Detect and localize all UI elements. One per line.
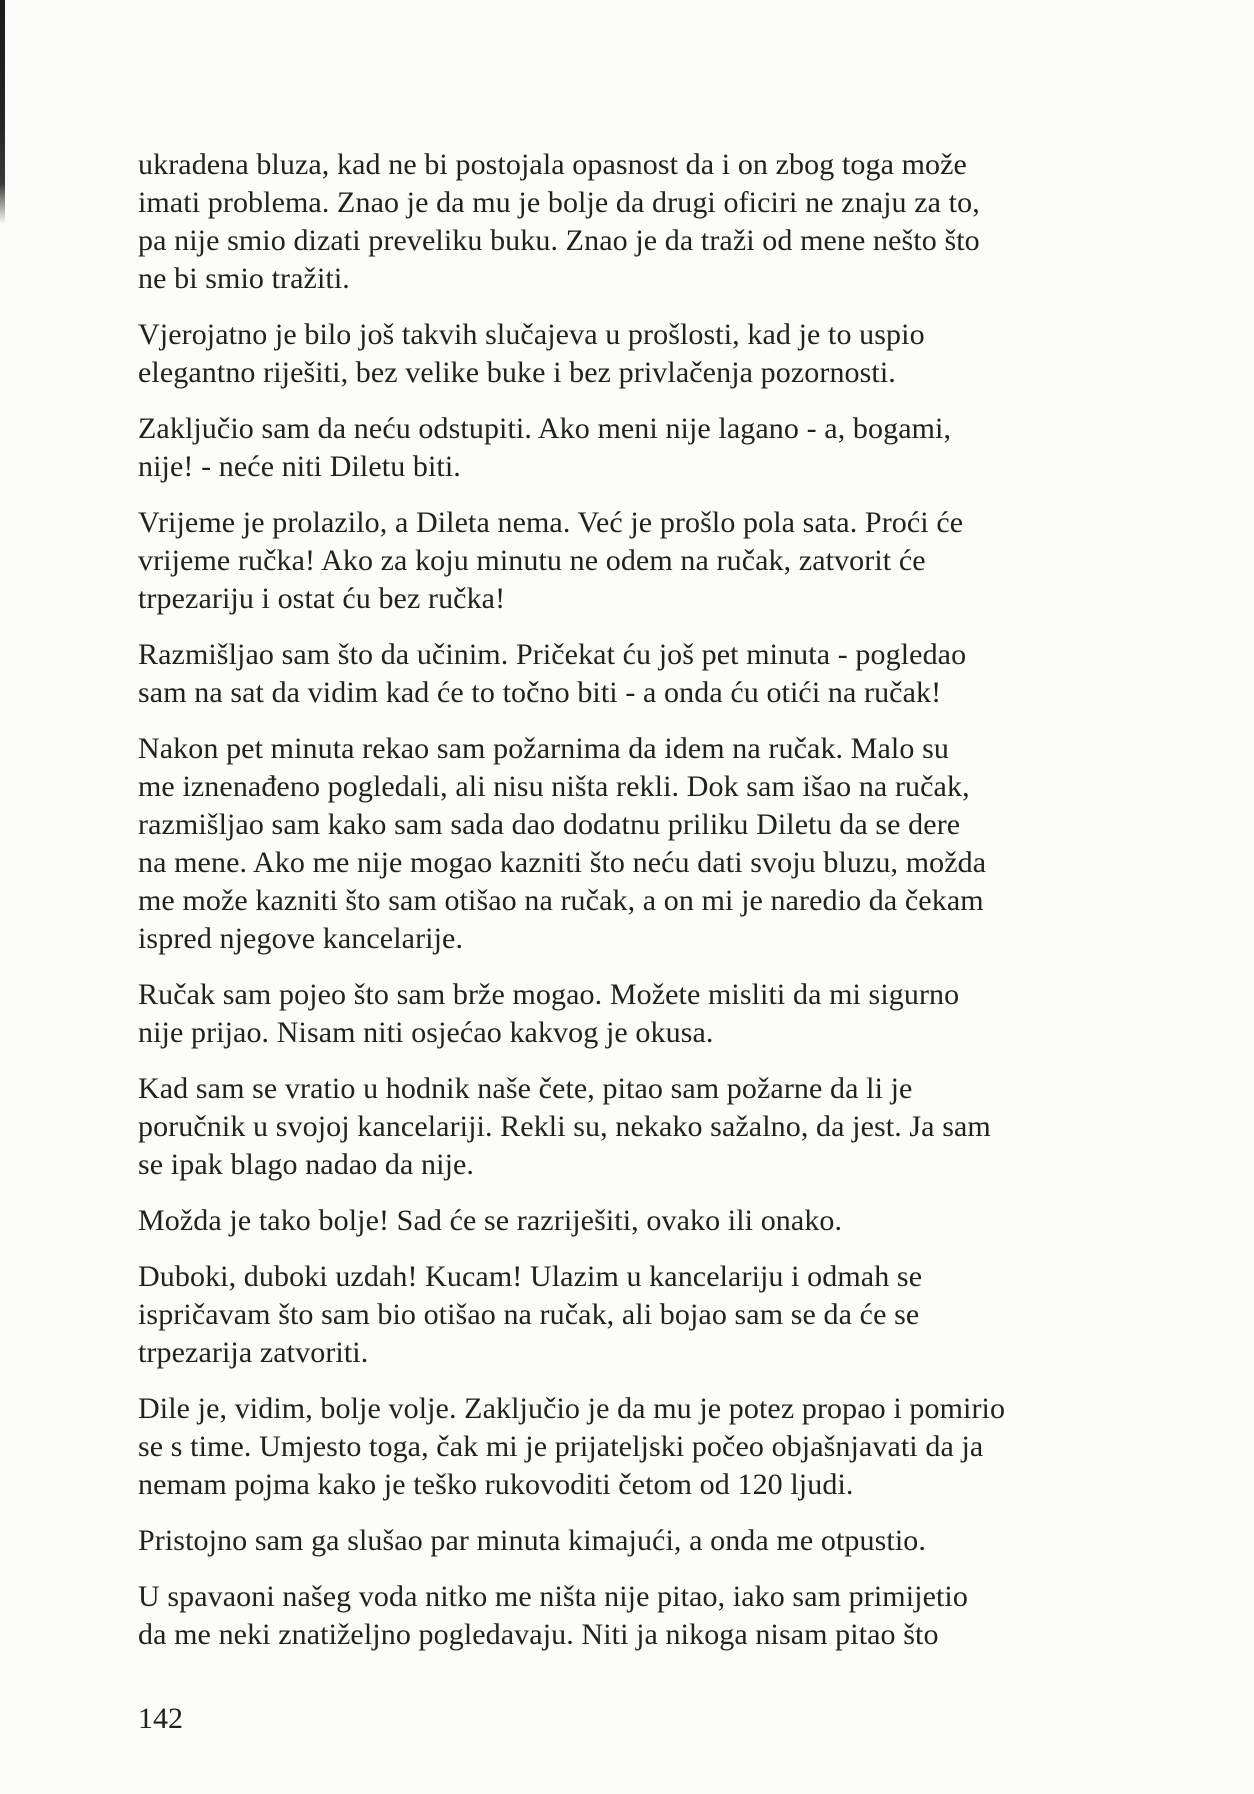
text-line: Ručak sam pojeo što sam brže mogao. Možete misliti da mi sigurno bbox=[138, 978, 960, 1011]
text-line: Duboki, duboki uzdah! Kucam! Ulazim u kancelariju i odmah se bbox=[138, 1260, 923, 1293]
text-line: sam na sat da vidim kad će to točno biti - a onda ću otići na ručak! bbox=[138, 676, 942, 709]
text-line: me može kazniti što sam otišao na ručak, a on mi je naredio da čekam bbox=[138, 884, 984, 917]
paragraph bbox=[138, 1202, 1148, 1240]
text-line: vrijeme ručka! Ako za koju minutu ne odem na ručak, zatvorit će bbox=[138, 544, 926, 577]
page-text bbox=[138, 146, 1148, 1672]
text-line: ne bi smio tražiti. bbox=[138, 262, 350, 295]
scan-edge-artifact bbox=[0, 0, 5, 224]
text-line: pa nije smio dizati preveliku buku. Znao je da traži od mene nešto što bbox=[138, 224, 980, 257]
text-line: Nakon pet minuta rekao sam požarnima da idem na ručak. Malo su bbox=[138, 732, 949, 765]
text-line: poručnik u svojoj kancelariji. Rekli su, nekako sažalno, da jest. Ja sam bbox=[138, 1110, 991, 1143]
text-line: trpezariju i ostat ću bez ručka! bbox=[138, 582, 506, 615]
text-line: trpezarija zatvoriti. bbox=[138, 1336, 369, 1369]
text-line: me iznenađeno pogledali, ali nisu ništa rekli. Dok sam išao na ručak, bbox=[138, 770, 970, 803]
text-line: Dile je, vidim, bolje volje. Zaključio je da mu je potez propao i pomirio bbox=[138, 1392, 1006, 1425]
text-line: Zaključio sam da neću odstupiti. Ako meni nije lagano - a, bogami, bbox=[138, 412, 952, 445]
text-line: se ipak blago nadao da nije. bbox=[138, 1148, 475, 1181]
text-line: da me neki znatiželjno pogledavaju. Niti ja nikoga nisam pitao što bbox=[138, 1618, 939, 1651]
paragraph bbox=[138, 316, 1148, 392]
text-line: na mene. Ako me nije mogao kazniti što neću dati svoju bluzu, možda bbox=[138, 846, 987, 879]
paragraph bbox=[138, 636, 1148, 712]
paragraph bbox=[138, 1578, 1148, 1654]
text-line: ukradena bluza, kad ne bi postojala opasnost da i on zbog toga može bbox=[138, 148, 967, 181]
paragraph bbox=[138, 504, 1148, 618]
paragraph bbox=[138, 1390, 1148, 1504]
text-line: Možda je tako bolje! Sad će se razriješiti, ovako ili onako. bbox=[138, 1204, 843, 1237]
text-line: Vjerojatno je bilo još takvih slučajeva u prošlosti, kad je to uspio bbox=[138, 318, 925, 351]
paragraph bbox=[138, 1070, 1148, 1184]
text-line: Razmišljao sam što da učinim. Pričekat ću još pet minuta - pogledao bbox=[138, 638, 967, 671]
text-line: imati problema. Znao je da mu je bolje da drugi oficiri ne znaju za to, bbox=[138, 186, 980, 219]
text-line: Vrijeme je prolazilo, a Dileta nema. Već je prošlo pola sata. Proći će bbox=[138, 506, 964, 539]
text-line: ispred njegove kancelarije. bbox=[138, 922, 464, 955]
paragraph bbox=[138, 146, 1148, 298]
text-line: nije! - neće niti Diletu biti. bbox=[138, 450, 461, 483]
text-line: nemam pojma kako je teško rukovoditi četom od 120 ljudi. bbox=[138, 1468, 854, 1501]
text-line: razmišljao sam kako sam sada dao dodatnu priliku Diletu da se dere bbox=[138, 808, 961, 841]
paragraph bbox=[138, 1522, 1148, 1560]
paragraph bbox=[138, 1258, 1148, 1372]
text-line: elegantno riješiti, bez velike buke i bez privlačenja pozornosti. bbox=[138, 356, 896, 389]
paragraph bbox=[138, 976, 1148, 1052]
paragraph bbox=[138, 410, 1148, 486]
text-line: Pristojno sam ga slušao par minuta kimajući, a onda me otpustio. bbox=[138, 1524, 926, 1557]
page-number: 142 bbox=[138, 1702, 183, 1735]
text-line: se s time. Umjesto toga, čak mi je prijateljski počeo objašnjavati da ja bbox=[138, 1430, 984, 1463]
text-line: nije prijao. Nisam niti osjećao kakvog je okusa. bbox=[138, 1016, 714, 1049]
text-line: U spavaoni našeg voda nitko me ništa nije pitao, iako sam primijetio bbox=[138, 1580, 968, 1613]
text-line: ispričavam što sam bio otišao na ručak, ali bojao sam se da će se bbox=[138, 1298, 920, 1331]
paragraph bbox=[138, 730, 1148, 958]
text-line: Kad sam se vratio u hodnik naše čete, pitao sam požarne da li je bbox=[138, 1072, 913, 1105]
